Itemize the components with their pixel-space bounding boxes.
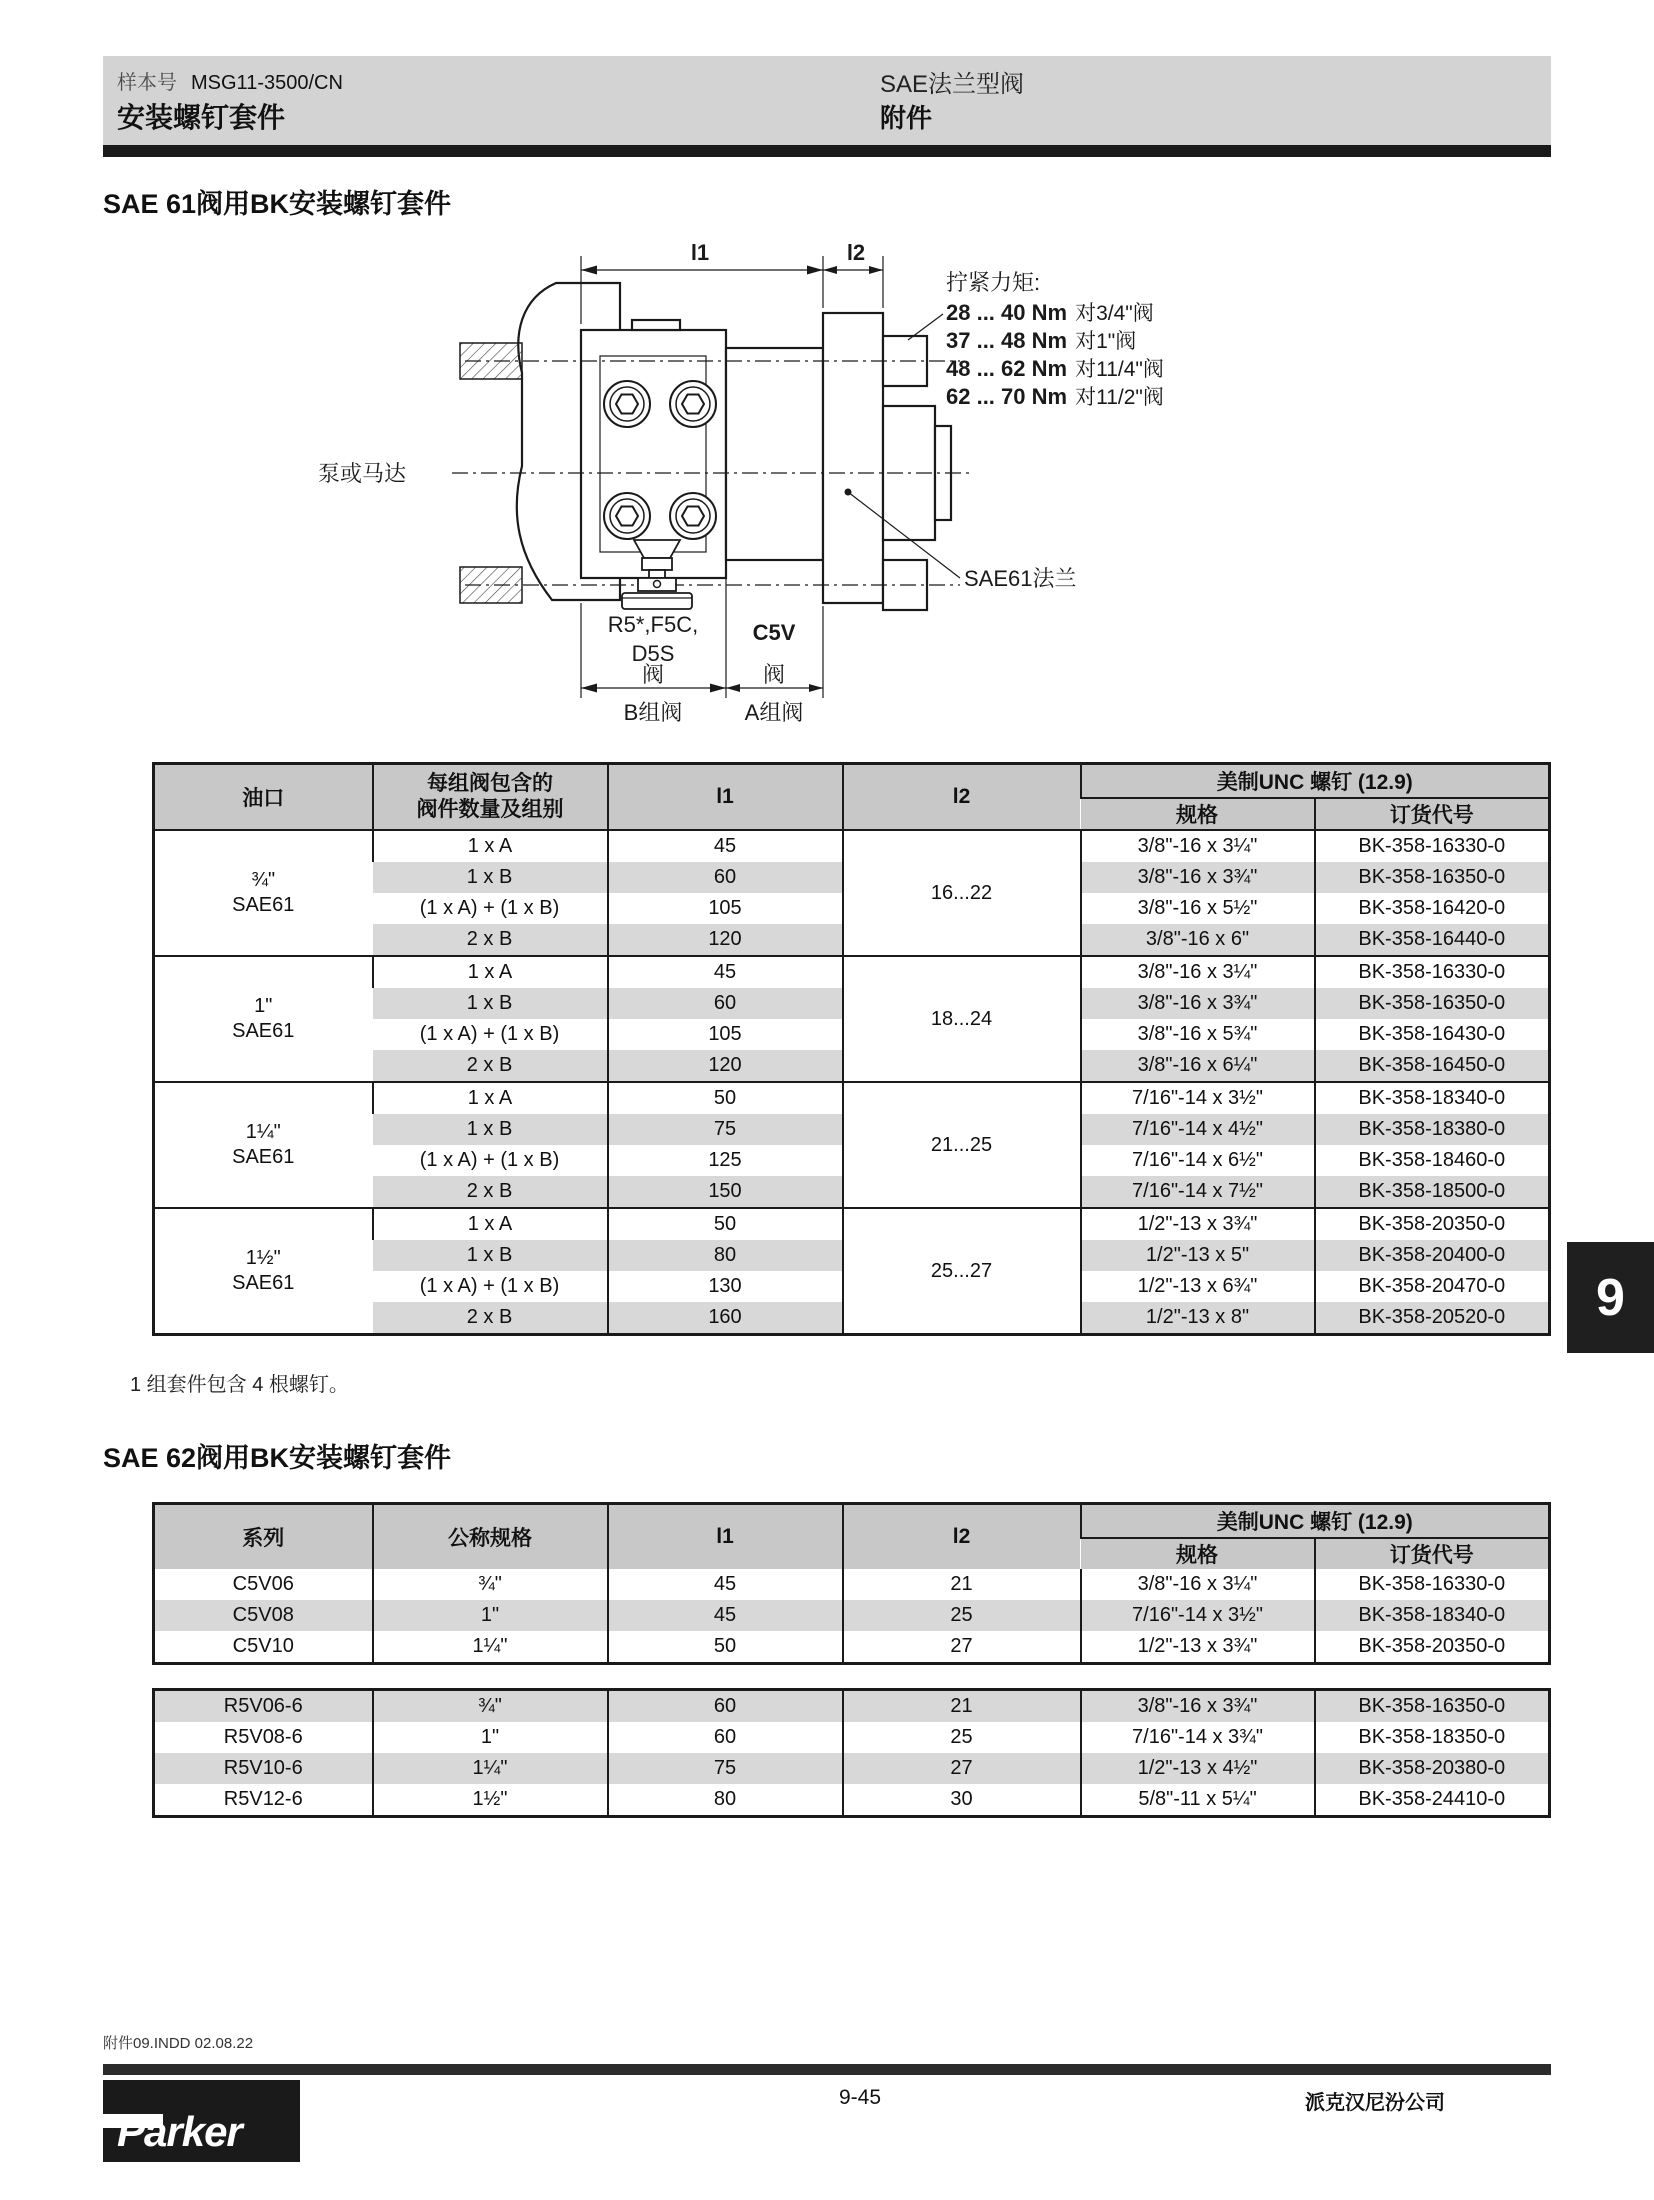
table-row bbox=[154, 1690, 1550, 1723]
cell-qty: 1 x A bbox=[373, 1082, 608, 1114]
col-header-unc: 美制UNC 螺钉 (12.9) bbox=[1081, 764, 1550, 799]
cell-spec: 1/2"-13 x 8" bbox=[1081, 1302, 1315, 1335]
valve-body-a bbox=[726, 348, 823, 560]
col-header-qty: 每组阀包含的 阀件数量及组别 bbox=[373, 764, 608, 831]
cell-l1: 45 bbox=[608, 956, 843, 988]
cell-l2: 25 bbox=[843, 1600, 1081, 1631]
cell-spec: 1/2"-13 x 6¾" bbox=[1081, 1271, 1315, 1302]
col-header-l1: l1 bbox=[608, 764, 843, 831]
company-name: 派克汉尼汾公司 bbox=[1305, 2092, 1445, 2114]
cell-l2: 25 bbox=[843, 1722, 1081, 1753]
cell-spec: 3/8"-16 x 3¾" bbox=[1081, 1690, 1315, 1723]
pump-label: 泵或马达 bbox=[318, 461, 407, 486]
cell-port: ¾" SAE61 bbox=[154, 830, 373, 956]
col-header-series: 系列 bbox=[154, 1504, 373, 1570]
chapter-number: 9 bbox=[1596, 1268, 1625, 1327]
cell-qty: 1 x B bbox=[373, 1114, 608, 1145]
cell-order: BK-358-16440-0 bbox=[1315, 924, 1550, 956]
cell-qty: (1 x A) + (1 x B) bbox=[419, 1023, 560, 1045]
a-valve-word: 阀 bbox=[762, 662, 786, 687]
cell-qty: 1 x A bbox=[373, 830, 608, 862]
cell-l1: 50 bbox=[608, 1631, 843, 1664]
cell-l2: 30 bbox=[843, 1784, 1081, 1817]
parker-logo bbox=[103, 2080, 300, 2162]
cell-qty: 1 x B bbox=[373, 1240, 608, 1271]
cell-l2: 16...22 bbox=[843, 830, 1081, 956]
cell-spec: 1/2"-13 x 3¾" bbox=[1081, 1631, 1315, 1664]
header-right-line2: 附件 bbox=[880, 103, 933, 133]
cell-l1: 60 bbox=[608, 988, 843, 1019]
dim-label-l2: l2 bbox=[846, 240, 866, 265]
cell-series: R5V12-6 bbox=[223, 1788, 303, 1810]
cell-size: 1¼" bbox=[373, 1631, 608, 1664]
cell-series: C5V06 bbox=[232, 1573, 294, 1595]
cell-series: R5V08-6 bbox=[223, 1726, 303, 1748]
header-bar bbox=[103, 56, 1551, 145]
cell-spec: 7/16"-14 x 3½" bbox=[1081, 1600, 1315, 1631]
cell-spec: 3/8"-16 x 3¼" bbox=[1081, 1569, 1315, 1600]
cell-l1: 75 bbox=[608, 1753, 843, 1784]
cell-order: BK-358-16450-0 bbox=[1315, 1050, 1550, 1082]
cell-order: BK-358-16330-0 bbox=[1315, 830, 1550, 862]
cell-size: ¾" bbox=[373, 1569, 608, 1600]
torque-line: 37 ... 48 Nm 对1"阀 bbox=[946, 328, 1137, 353]
a-valve-label: C5V bbox=[752, 620, 796, 645]
cell-l1: 130 bbox=[608, 1271, 843, 1302]
dim-label-l1: l1 bbox=[690, 240, 710, 265]
section1-title: SAE 61阀用BK安装螺钉套件 bbox=[103, 189, 452, 219]
kit-note: 1 组套件包含 4 根螺钉。 bbox=[130, 1374, 349, 1396]
cell-l1: 105 bbox=[608, 893, 843, 924]
cell-order: BK-358-16420-0 bbox=[1315, 893, 1550, 924]
cell-order: BK-358-18350-0 bbox=[1315, 1722, 1550, 1753]
table-row bbox=[154, 1600, 1550, 1631]
cell-spec: 7/16"-14 x 4½" bbox=[1081, 1114, 1315, 1145]
cell-spec: 7/16"-14 x 7½" bbox=[1081, 1176, 1315, 1208]
cell-port: 1¼" SAE61 bbox=[154, 1082, 373, 1208]
cell-l1: 50 bbox=[608, 1082, 843, 1114]
cell-order: BK-358-20470-0 bbox=[1315, 1271, 1550, 1302]
cell-qty: 1 x B bbox=[373, 862, 608, 893]
b-group-label: B组阀 bbox=[623, 700, 683, 725]
cell-qty: 1 x B bbox=[373, 988, 608, 1019]
cell-order: BK-358-20350-0 bbox=[1315, 1631, 1550, 1664]
cell-order: BK-358-18340-0 bbox=[1315, 1082, 1550, 1114]
torque-line: 62 ... 70 Nm 对11/2"阀 bbox=[946, 384, 1164, 409]
cell-qty: 1 x A bbox=[373, 1208, 608, 1240]
cell-order: BK-358-20380-0 bbox=[1315, 1753, 1550, 1784]
footer-rule bbox=[103, 2064, 1551, 2075]
torque-line: 48 ... 62 Nm 对11/4"阀 bbox=[946, 356, 1164, 381]
col-header-port: 油口 bbox=[154, 764, 373, 831]
cell-l1: 105 bbox=[608, 1019, 843, 1050]
socket-bolt bbox=[604, 381, 650, 427]
cell-series: R5V06-6 bbox=[154, 1690, 373, 1723]
cell-size: 1¼" bbox=[373, 1753, 608, 1784]
cell-spec: 7/16"-14 x 3½" bbox=[1081, 1082, 1315, 1114]
table-row bbox=[154, 830, 1550, 862]
col-header-spec: 规格 bbox=[1081, 798, 1315, 830]
cell-spec: 3/8"-16 x 6¼" bbox=[1081, 1050, 1315, 1082]
cell-order: BK-358-18500-0 bbox=[1315, 1176, 1550, 1208]
cell-l2: 21 bbox=[843, 1690, 1081, 1723]
cell-spec: 3/8"-16 x 6" bbox=[1081, 924, 1315, 956]
cell-qty: (1 x A) + (1 x B) bbox=[419, 1275, 560, 1297]
cell-l2: 21 bbox=[843, 1569, 1081, 1600]
socket-bolt bbox=[670, 381, 716, 427]
cell-qty: 1 x A bbox=[373, 956, 608, 988]
table-row bbox=[154, 1208, 1550, 1240]
cell-l1: 60 bbox=[608, 1722, 843, 1753]
flange-label: SAE61法兰 bbox=[964, 566, 1077, 591]
cell-size: 1" bbox=[373, 1722, 608, 1753]
cell-size: 1" bbox=[373, 1600, 608, 1631]
cell-order: BK-358-20400-0 bbox=[1315, 1240, 1550, 1271]
cell-qty: 2 x B bbox=[373, 1302, 608, 1335]
col-header-order: 订货代号 bbox=[1315, 1538, 1550, 1569]
sae61-flange bbox=[823, 313, 883, 603]
col-header-l2: l2 bbox=[843, 1504, 1081, 1570]
table-row bbox=[154, 1784, 1550, 1817]
table-row bbox=[154, 1722, 1550, 1753]
cell-series: C5V10 bbox=[232, 1635, 294, 1657]
cell-size: ¾" bbox=[373, 1690, 608, 1723]
cell-l2: 27 bbox=[843, 1631, 1081, 1664]
b-valve-word: 阀 bbox=[641, 662, 665, 687]
valve-top-tab bbox=[632, 320, 680, 330]
cell-l2: 25...27 bbox=[843, 1208, 1081, 1335]
cell-spec: 1/2"-13 x 3¾" bbox=[1081, 1208, 1315, 1240]
cell-order: BK-358-16350-0 bbox=[1315, 862, 1550, 893]
cell-l1: 50 bbox=[608, 1208, 843, 1240]
cell-order: BK-358-16350-0 bbox=[1315, 1690, 1550, 1723]
cell-l1: 150 bbox=[608, 1176, 843, 1208]
cell-l1: 125 bbox=[608, 1145, 843, 1176]
cell-spec: 1/2"-13 x 5" bbox=[1081, 1240, 1315, 1271]
a-group-label: A组阀 bbox=[744, 700, 804, 725]
col-header-size: 公称规格 bbox=[373, 1504, 608, 1570]
socket-bolt bbox=[604, 493, 650, 539]
cell-spec: 7/16"-14 x 6½" bbox=[1081, 1145, 1315, 1176]
cell-spec: 3/8"-16 x 3¼" bbox=[1081, 830, 1315, 862]
cell-order: BK-358-16330-0 bbox=[1315, 1569, 1550, 1600]
parker-logo-text: Parker bbox=[117, 2108, 242, 2155]
mounting-diagram bbox=[260, 228, 1290, 728]
cell-spec: 3/8"-16 x 3¾" bbox=[1081, 988, 1315, 1019]
cell-l1: 45 bbox=[608, 1600, 843, 1631]
cell-spec: 5/8"-11 x 5¼" bbox=[1081, 1784, 1315, 1817]
catalog-number: MSG11-3500/CN bbox=[191, 72, 343, 94]
cell-order: BK-358-18340-0 bbox=[1315, 1600, 1550, 1631]
cell-order: BK-358-18380-0 bbox=[1315, 1114, 1550, 1145]
chapter-tab bbox=[1567, 1242, 1654, 1353]
cell-spec: 3/8"-16 x 3¾" bbox=[1081, 862, 1315, 893]
cell-order: BK-358-16430-0 bbox=[1315, 1019, 1550, 1050]
col-header-order: 订货代号 bbox=[1315, 798, 1550, 830]
table-row bbox=[154, 1753, 1550, 1784]
socket-bolt bbox=[670, 493, 716, 539]
cell-l2: 18...24 bbox=[843, 956, 1081, 1082]
cell-l1: 120 bbox=[608, 1050, 843, 1082]
cell-order: BK-358-20350-0 bbox=[1315, 1208, 1550, 1240]
cell-l1: 60 bbox=[608, 1690, 843, 1723]
table-row bbox=[154, 1631, 1550, 1664]
col-header-l2: l2 bbox=[843, 764, 1081, 831]
catalog-label-row bbox=[117, 66, 343, 95]
torque-title: 拧紧力矩: bbox=[946, 270, 1041, 295]
cell-l1: 45 bbox=[608, 830, 843, 862]
cell-l1: 80 bbox=[608, 1784, 843, 1817]
flange-leader-dot bbox=[845, 489, 852, 496]
header-rule bbox=[103, 145, 1551, 157]
cell-spec: 3/8"-16 x 3¼" bbox=[1081, 956, 1315, 988]
cell-order: BK-358-18460-0 bbox=[1315, 1145, 1550, 1176]
b-valves-label-2: D5S bbox=[631, 641, 675, 666]
sae62-c5v-table bbox=[152, 1502, 1551, 1665]
cell-order: BK-358-16330-0 bbox=[1315, 956, 1550, 988]
cell-qty: (1 x A) + (1 x B) bbox=[419, 897, 560, 919]
cell-order: BK-358-16350-0 bbox=[1315, 988, 1550, 1019]
cell-spec: 3/8"-16 x 5½" bbox=[1081, 893, 1315, 924]
cell-port: 1" SAE61 bbox=[154, 956, 373, 1082]
cell-qty: 2 x B bbox=[373, 1050, 608, 1082]
cell-l2: 21...25 bbox=[843, 1082, 1081, 1208]
page-title: 安装螺钉套件 bbox=[117, 102, 286, 133]
torque-line: 28 ... 40 Nm 对3/4"阀 bbox=[946, 300, 1154, 325]
cell-size: 1½" bbox=[373, 1784, 608, 1817]
cell-series: C5V08 bbox=[154, 1600, 373, 1631]
cell-spec: 7/16"-14 x 3¾" bbox=[1081, 1722, 1315, 1753]
file-info: 附件09.INDD 02.08.22 bbox=[103, 2035, 254, 2052]
page-number: 9-45 bbox=[838, 2086, 882, 2109]
cell-order: BK-358-20520-0 bbox=[1315, 1302, 1550, 1335]
sae61-kit-table bbox=[152, 762, 1551, 1336]
cell-spec: 1/2"-13 x 4½" bbox=[1081, 1753, 1315, 1784]
cell-order: BK-358-24410-0 bbox=[1315, 1784, 1550, 1817]
cell-port: 1½" SAE61 bbox=[154, 1208, 373, 1335]
cell-qty: 2 x B bbox=[373, 1176, 608, 1208]
cell-l1: 120 bbox=[608, 924, 843, 956]
sae62-r5v-table bbox=[152, 1688, 1551, 1818]
col-header-l1: l1 bbox=[608, 1504, 843, 1570]
cell-l1: 45 bbox=[608, 1569, 843, 1600]
cell-l1: 75 bbox=[608, 1114, 843, 1145]
cell-l1: 60 bbox=[608, 862, 843, 893]
cell-spec: 3/8"-16 x 5¾" bbox=[1081, 1019, 1315, 1050]
cell-l1: 80 bbox=[608, 1240, 843, 1271]
header-right-line1: SAE法兰型阀 bbox=[880, 71, 1025, 98]
catalog-label: 样本号 bbox=[117, 72, 177, 94]
cell-l2: 27 bbox=[843, 1753, 1081, 1784]
section2-title: SAE 62阀用BK安装螺钉套件 bbox=[103, 1443, 452, 1473]
table-row bbox=[154, 1569, 1550, 1600]
col-header-spec: 规格 bbox=[1081, 1538, 1315, 1569]
cell-qty: (1 x A) + (1 x B) bbox=[419, 1149, 560, 1171]
table-row bbox=[154, 956, 1550, 988]
cell-l1: 160 bbox=[608, 1302, 843, 1335]
table-row bbox=[154, 1082, 1550, 1114]
b-valves-label-1: R5*,F5C, bbox=[607, 612, 699, 637]
cell-series: R5V10-6 bbox=[154, 1753, 373, 1784]
cell-qty: 2 x B bbox=[373, 924, 608, 956]
col-header-unc: 美制UNC 螺钉 (12.9) bbox=[1081, 1504, 1550, 1539]
